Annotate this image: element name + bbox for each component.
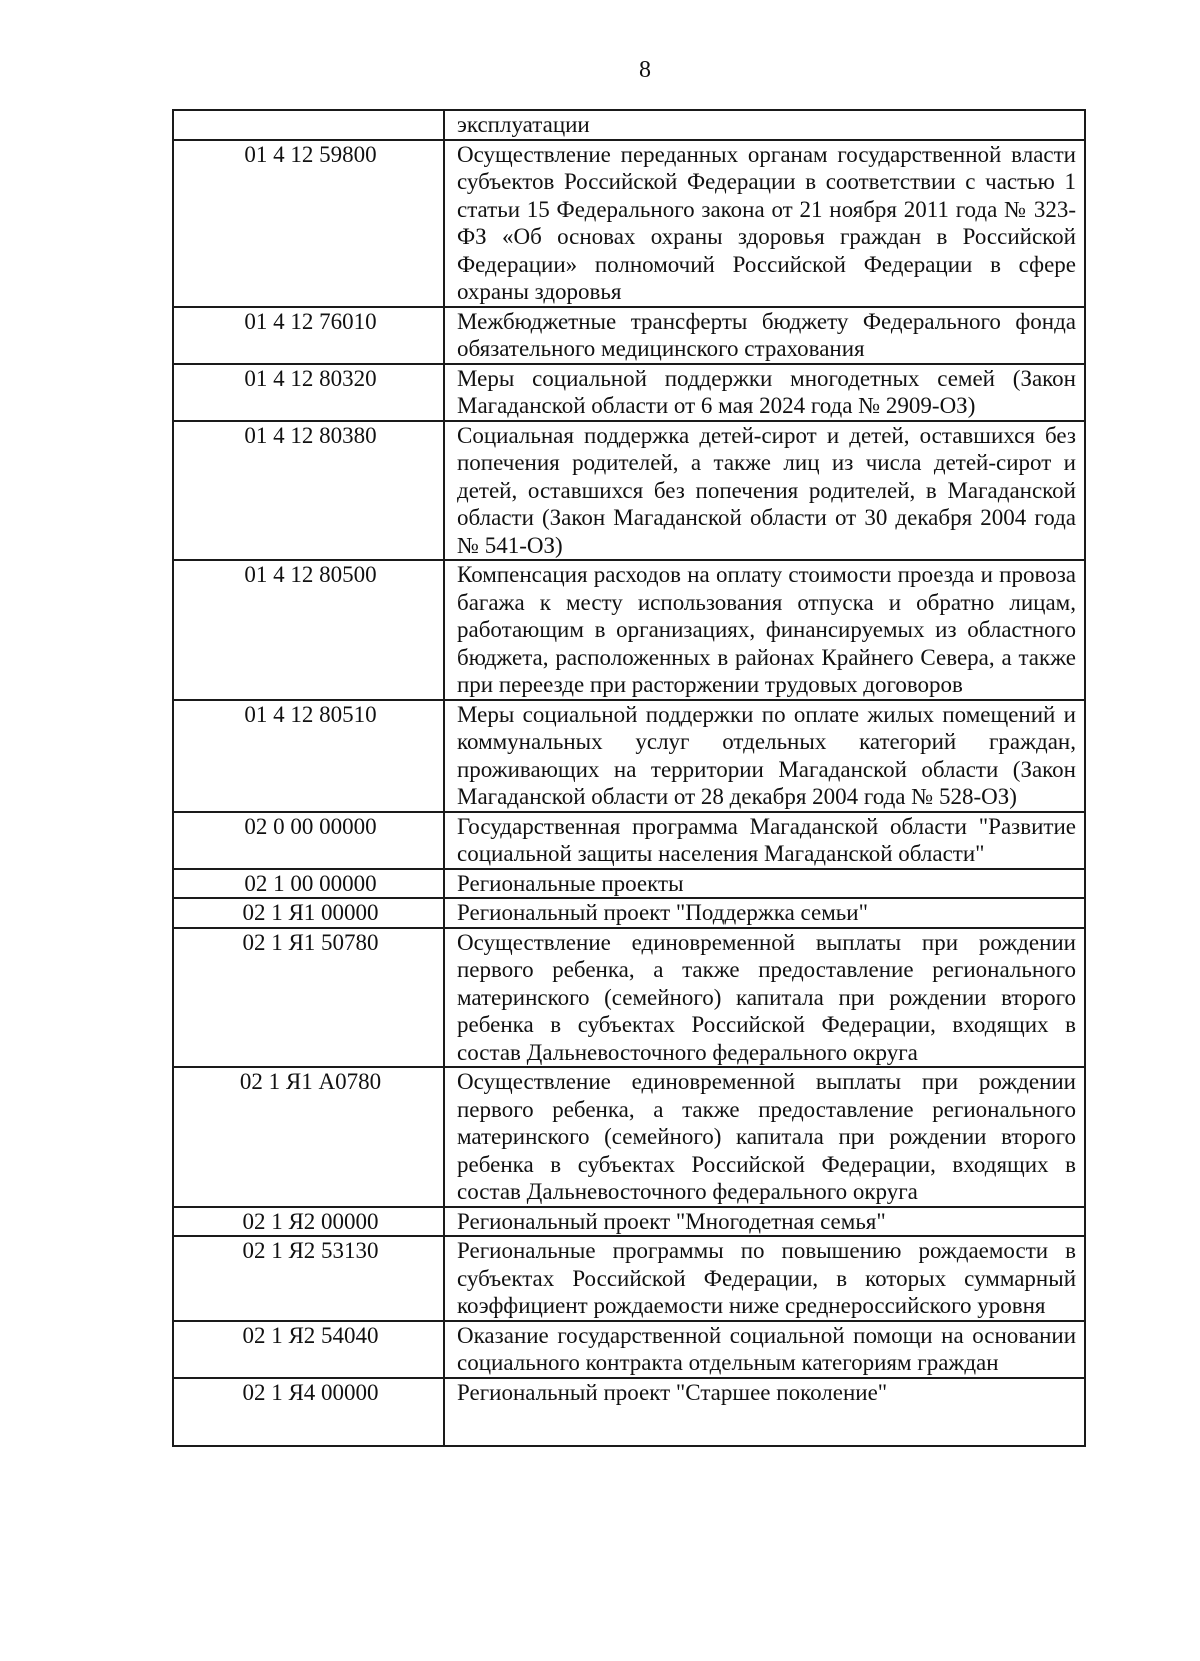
- page-number: 8: [639, 57, 651, 83]
- row-description: Региональные проекты: [444, 869, 1085, 899]
- row-description: эксплуатации: [444, 110, 1085, 140]
- table-row: [173, 364, 1085, 421]
- row-code: 02 1 Я2 53130: [173, 1236, 444, 1321]
- table-row: [173, 1067, 1085, 1207]
- table-row: [173, 421, 1085, 561]
- row-code: 02 0 00 00000: [173, 812, 444, 869]
- budget-classification-table: [172, 109, 1086, 1447]
- row-code: 01 4 12 59800: [173, 140, 444, 307]
- row-description: Региональный проект "Многодетная семья": [444, 1207, 1085, 1237]
- row-description: Государственная программа Магаданской области "Развитие социальной защиты населения Магаданской области": [444, 812, 1085, 869]
- row-code: 02 1 00 00000: [173, 869, 444, 899]
- row-code: 02 1 Я1 00000: [173, 898, 444, 928]
- row-description: Социальная поддержка детей-сирот и детей, оставшихся без попечения родителей, а также лиц из числа детей-сирот и детей, оставшихся без попечения родителей, в Магаданской области (Закон Магаданской области от 30 декабря 2004 года № 541-ОЗ): [444, 421, 1085, 561]
- row-description: Региональный проект "Поддержка семьи": [444, 898, 1085, 928]
- row-code: 01 4 12 80320: [173, 364, 444, 421]
- row-description: Меры социальной поддержки многодетных семей (Закон Магаданской области от 6 мая 2024 года № 2909-ОЗ): [444, 364, 1085, 421]
- row-description: Осуществление переданных органам государственной власти субъектов Российской Федерации в соответствии с частью 1 статьи 15 Федерального закона от 21 ноября 2011 года № 323-ФЗ «Об основах охраны здоровья граждан в Российской Федерации» полномочий Российской Федерации в сфере охраны здоровья: [444, 140, 1085, 307]
- table-row: [173, 1378, 1085, 1446]
- row-code: 01 4 12 76010: [173, 307, 444, 364]
- row-code: 02 1 Я2 54040: [173, 1321, 444, 1378]
- table-row: [173, 700, 1085, 812]
- row-description: Осуществление единовременной выплаты при рождении первого ребенка, а также предоставление регионального материнского (семейного) капитала при рождении второго ребенка в субъектах Российской Федерации, входящих в состав Дальневосточного федерального округа: [444, 928, 1085, 1068]
- row-code: 01 4 12 80500: [173, 560, 444, 700]
- row-description: Региональные программы по повышению рождаемости в субъектах Российской Федерации, в которых суммарный коэффициент рождаемости ниже среднероссийского уровня: [444, 1236, 1085, 1321]
- table-row: [173, 307, 1085, 364]
- table-row: [173, 898, 1085, 928]
- row-description: Меры социальной поддержки по оплате жилых помещений и коммунальных услуг отдельных категорий граждан, проживающих на территории Магаданской области (Закон Магаданской области от 28 декабря 2004 года № 528-ОЗ): [444, 700, 1085, 812]
- row-code: 01 4 12 80510: [173, 700, 444, 812]
- table-row: [173, 1321, 1085, 1378]
- row-description: Осуществление единовременной выплаты при рождении первого ребенка, а также предоставление регионального материнского (семейного) капитала при рождении второго ребенка в субъектах Российской Федерации, входящих в состав Дальневосточного федерального округа: [444, 1067, 1085, 1207]
- table-row: [173, 869, 1085, 899]
- table-row: [173, 1236, 1085, 1321]
- table-row: [173, 560, 1085, 700]
- row-code: 02 1 Я4 00000: [173, 1378, 444, 1446]
- row-code: 02 1 Я1 А0780: [173, 1067, 444, 1207]
- row-description: Региональный проект "Старшее поколение": [444, 1378, 1085, 1446]
- table-row: [173, 1207, 1085, 1237]
- table-row: [173, 110, 1085, 140]
- row-code: [173, 110, 444, 140]
- row-code: 02 1 Я2 00000: [173, 1207, 444, 1237]
- table-row: [173, 812, 1085, 869]
- row-description: Компенсация расходов на оплату стоимости проезда и провоза багажа к месту использования отпуска и обратно лицам, работающим в организациях, финансируемых из областного бюджета, расположенных в районах Крайнего Севера, а также при переезде при расторжении трудовых договоров: [444, 560, 1085, 700]
- table-row: [173, 140, 1085, 307]
- table-row: [173, 928, 1085, 1068]
- row-description: Межбюджетные трансферты бюджету Федерального фонда обязательного медицинского страхования: [444, 307, 1085, 364]
- row-description: Оказание государственной социальной помощи на основании социального контракта отдельным категориям граждан: [444, 1321, 1085, 1378]
- row-code: 01 4 12 80380: [173, 421, 444, 561]
- row-code: 02 1 Я1 50780: [173, 928, 444, 1068]
